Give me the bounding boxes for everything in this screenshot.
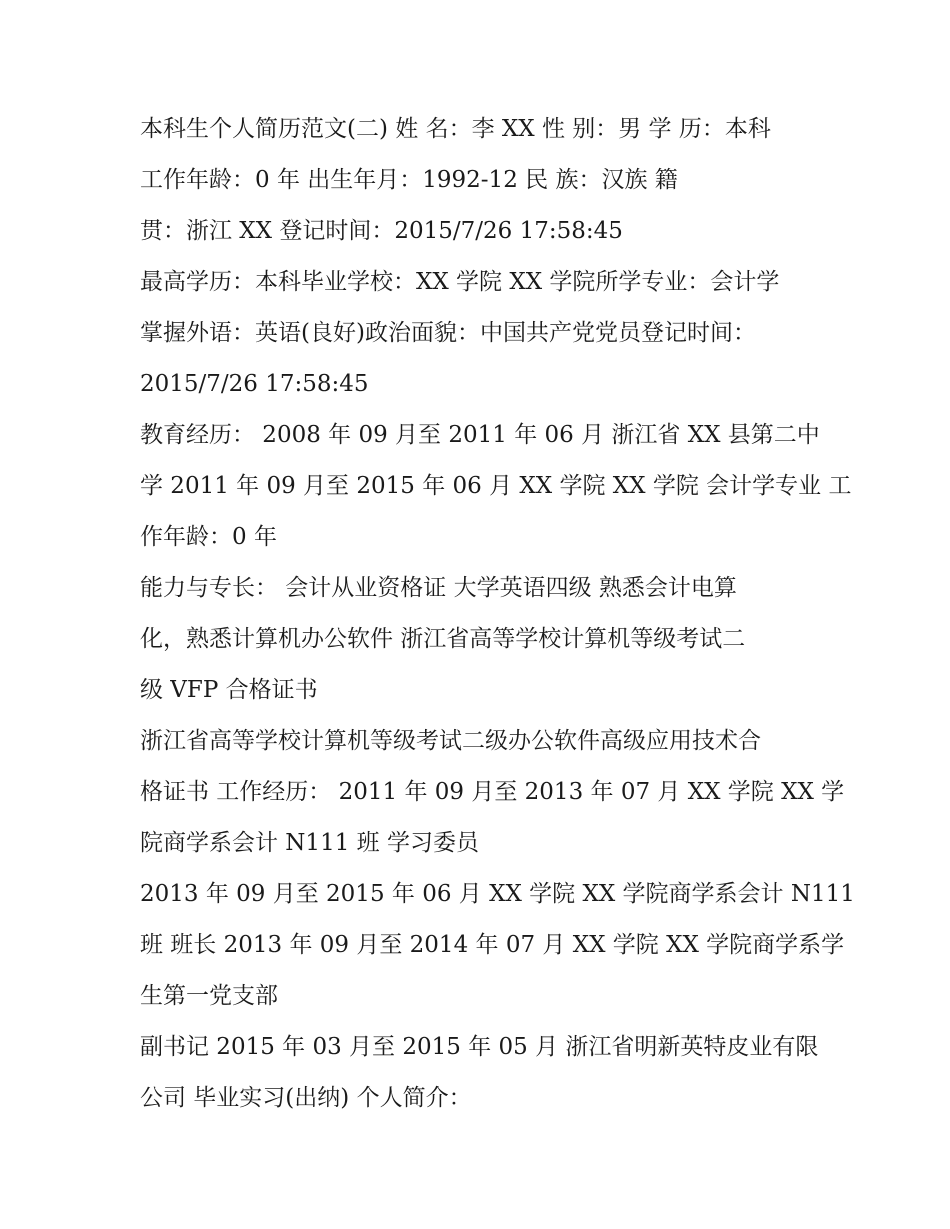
text-line: 作年龄：0 年 <box>140 524 277 550</box>
text-line: 生第一党支部 <box>140 983 278 1009</box>
text-line: 浙江省高等学校计算机等级考试二级办公软件高级应用技术合 <box>140 728 761 754</box>
text-line: 格证书 工作经历： 2011 年 09 月至 2013 年 07 月 XX 学院 XX 学 <box>140 779 845 805</box>
text-line: 能力与专长： 会计从业资格证 大学英语四级 熟悉会计电算 <box>140 575 737 601</box>
text-line: 2013 年 09 月至 2015 年 06 月 XX 学院 XX 学院商学系会计 N111 <box>140 881 855 907</box>
text-line: 最高学历：本科毕业学校：XX 学院 XX 学院所学专业：会计学 <box>140 269 780 295</box>
text-line: 班 班长 2013 年 09 月至 2014 年 07 月 XX 学院 XX 学院商学系学 <box>140 932 845 958</box>
text-line: 院商学系会计 N111 班 学习委员 <box>140 830 479 856</box>
text-line: 级 VFP 合格证书 <box>140 677 318 703</box>
text-line: 学 2011 年 09 月至 2015 年 06 月 XX 学院 XX 学院 会计学专业 工 <box>140 473 852 499</box>
text-line: 本科生个人简历范文(二) 姓 名：李 XX 性 别：男 学 历：本科 <box>140 116 771 142</box>
text-line: 2015/7/26 17:58:45 <box>140 371 369 397</box>
text-line: 教育经历： 2008 年 09 月至 2011 年 06 月 浙江省 XX 县第二中 <box>140 422 820 448</box>
text-line: 公司 毕业实习(出纳) 个人简介： <box>140 1085 472 1111</box>
text-line: 工作年龄：0 年 出生年月：1992-12 民 族：汉族 籍 <box>140 167 678 193</box>
text-line: 掌握外语：英语(良好)政治面貌：中国共产党党员登记时间： <box>140 320 756 346</box>
text-line: 副书记 2015 年 03 月至 2015 年 05 月 浙江省明新英特皮业有限 <box>140 1034 819 1060</box>
text-line: 化，熟悉计算机办公软件 浙江省高等学校计算机等级考试二 <box>140 626 746 652</box>
text-line: 贯：浙江 XX 登记时间：2015/7/26 17:58:45 <box>140 218 623 244</box>
resume-text <box>140 110 855 1130</box>
